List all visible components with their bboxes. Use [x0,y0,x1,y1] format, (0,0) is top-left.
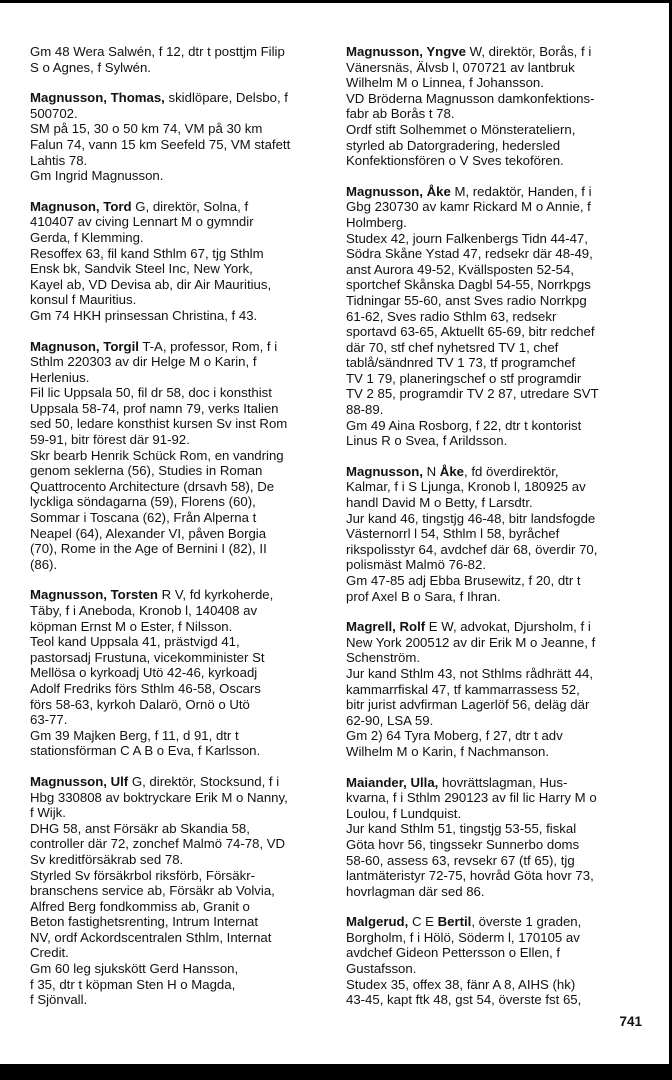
entry-line [30,790,330,806]
entry-line [30,526,330,542]
entry-line [30,277,330,293]
entry-text: f Sjönvall. [30,992,88,1008]
entry-text: R V, fd kyrkoherde, [157,587,274,603]
entry-line [346,386,646,402]
entry-line [346,650,646,666]
page-top-border [0,0,672,3]
entry-text: handl David M o Betty, f Larsdtr. [346,495,533,511]
entry-line [30,805,330,821]
entry-text: Gm 49 Aina Rosborg, f 22, dtr t kontorist [346,417,582,433]
entry-text: stationsförman C A B o Eva, f Karlsson. [30,743,261,759]
entry-text: Mellösa o kyrkoadj Utö 42-46, kyrkoadj [30,665,258,681]
entry-line [346,75,646,91]
entry-text: sportavd 63-65, Aktuellt 65-69, bitr redchef [346,324,595,340]
entry-line [30,90,330,106]
entry-line [346,418,646,434]
entry-text: Studex 35, offex 38, fänr A 8, AIHS (hk) [346,976,576,992]
entry-line [30,106,330,122]
entry-text: SM på 15, 30 o 50 km 74, VM på 30 km [30,121,263,137]
right-column [346,44,646,1023]
entry-text: prof Axel B o Sara, f Ihran. [346,588,501,604]
entry-line [30,494,330,510]
entry-text: fabr ab Borås t 78. [346,106,455,122]
entry-line [30,821,330,837]
entry-text: Gustafsson. [346,961,417,977]
entry-line [30,168,330,184]
entry-text: Credit. [30,945,69,961]
entry-text: 500702. [30,105,78,121]
bio-entry [346,775,646,900]
entry-text: Uppsala 58-74, prof namn 79, verks Italien [30,400,279,416]
entry-line [30,743,330,759]
entry-line [346,371,646,387]
entry-text: polismäst Malmö 76-82. [346,557,486,573]
entry-line [346,884,646,900]
entry-line [346,199,646,215]
entry-line [30,836,330,852]
entry-text: Ordf stift Solhemmet o Mönsterateliern, [346,121,576,137]
entry-line [30,961,330,977]
entry-line [30,510,330,526]
entry-name: Magnuson, Tord [30,198,132,214]
entry-line [346,557,646,573]
entry-text: TV 2 85, programdir TV 2 87, utredare SVT [346,386,599,402]
entry-line [346,589,646,605]
entry-name: Magnuson, Torgil [30,338,139,354]
entry-text: 58-60, assess 63, revsekr 67 (tf 65), tjg [346,852,575,868]
bio-entry [346,619,646,759]
entry-text: G, direktör, Stocksund, f i [128,773,280,789]
entry-text: Gm Ingrid Magnusson. [30,168,164,184]
entry-line [346,821,646,837]
entry-text: hovrlagman där sed 86. [346,883,485,899]
entry-line [30,619,330,635]
bio-entry [30,44,330,75]
entry-text: Styrled Sv försäkrbol riksförb, Försäkr- [30,867,255,883]
entry-text: Gm 60 leg sjukskött Gerd Hansson, [30,961,239,977]
entry-line [346,914,646,930]
entry-text: bitr jurist advfirman Lagerlöf 56, deläg där [346,697,590,713]
entry-line [346,682,646,698]
entry-line [346,464,646,480]
entry-line [30,930,330,946]
entry-text: Teol kand Uppsala 41, prästvigd 41, [30,634,240,650]
entry-line [346,542,646,558]
entry-line [30,914,330,930]
entry-text: branschens service ab, Försäkr ab Volvia, [30,883,275,899]
entry-line [30,681,330,697]
entry-line [30,557,330,573]
entry-text: DHG 58, anst Försäkr ab Skandia 58, [30,820,250,836]
entry-line [346,868,646,884]
entry-text: konsul f Mauritius. [30,292,137,308]
entry-line [30,541,330,557]
entry-text: tablå/sändnred TV 1 73, tf programchef [346,355,576,371]
entry-line [346,340,646,356]
entry-line [30,432,330,448]
entry-line [346,106,646,122]
entry-line [30,479,330,495]
entry-text: Tidningar 55-60, anst Sves radio Norrkpg [346,292,587,308]
entry-line [30,774,330,790]
entry-text: Täby, f i Aneboda, Kronob l, 140408 av [30,603,258,618]
entry-text: kammarrfiskal 47, tf kammarrassess 52, [346,681,580,697]
entry-text: Beton fastighetsrenting, Intrum Internat [30,914,258,930]
entry-line [30,448,330,464]
entry-name: Magnusson, [346,463,423,479]
entry-text: Konfektionsfören o V Sves tekofören. [346,153,564,169]
entry-text: Quattrocento Architecture (drsavh 58), De [30,478,275,494]
entry-text: Neapel (64), Alexander VI, påven Borgia [30,525,267,541]
entry-line [30,354,330,370]
entry-name: Magnusson, Torsten [30,587,158,603]
entry-line [346,775,646,791]
entry-name: Maiander, Ulla, [346,774,439,790]
entry-line [30,339,330,355]
entry-line [346,713,646,729]
entry-text: (86). [30,556,58,572]
entry-text: Jur kand Sthlm 51, tingstjg 53-55, fiskal [346,821,577,837]
entry-line [346,837,646,853]
entry-text: Hbg 330808 av boktryckare Erik M o Nanny, [30,789,288,805]
entry-text: Wilhelm M o Karin, f Nachmanson. [346,743,550,759]
entry-text: G, direktör, Solna, f [131,198,249,214]
entry-line [346,262,646,278]
entry-line [346,728,646,744]
entry-text: Lahtis 78. [30,152,88,168]
entry-text: Sommar i Toscana (62), Från Alperna t [30,510,257,526]
entry-line [30,230,330,246]
entry-line [346,122,646,138]
entry-text: Kalmar, f i S Ljunga, Kronob l, 180925 av [346,479,586,495]
entry-line [346,635,646,651]
entry-text: 63-77. [30,712,68,728]
entry-text: pastorsadj Frustuna, vicekomminister St [30,649,265,665]
entry-name: Magnusson, Åke [346,183,451,199]
entry-line [30,728,330,744]
entry-name: Magnusson, Thomas, [30,90,165,106]
entry-text: kvarna, f i Sthlm 290123 av fil lic Harry M o [346,790,597,806]
entry-line [30,261,330,277]
entry-line [30,463,330,479]
entry-line [346,293,646,309]
entry-line [346,433,646,449]
entry-text: Holmberg. [346,214,407,230]
entry-text: Vänersnäs, Älvsb l, 070721 av lantbruk [346,59,575,75]
entry-line [30,246,330,262]
entry-line [346,806,646,822]
entry-text: Alfred Berg fondkommiss ab, Granit o [30,898,250,914]
entry-text: Gm 2) 64 Tyra Moberg, f 27, dtr t adv [346,728,563,744]
entry-line [346,930,646,946]
entry-line [346,153,646,169]
entry-line [30,308,330,324]
entry-text: E W, advokat, Djursholm, f i [425,619,591,635]
entry-line [30,992,330,1008]
entry-text: lyckliga söndagarna (59), Florens (60), [30,494,256,510]
entry-text: Gerda, f Klemming. [30,229,144,245]
entry-line [346,402,646,418]
entry-line [30,44,330,60]
entry-text: där 70, stf chef nyhetsred TV 1, chef [346,339,559,355]
entry-text: Resoffex 63, fil kand Sthlm 67, tjg Sthlm [30,245,264,261]
entry-line [346,977,646,993]
entry-text: Fil lic Uppsala 50, fil dr 58, doc i konsthist [30,385,272,401]
entry-line [30,370,330,386]
entry-line [346,573,646,589]
entry-line [346,853,646,869]
entry-text: Loulou, f Lundquist. [346,805,462,821]
entry-text: Borgholm, f i Hölö, Söderm l, 170105 av [346,929,580,945]
entry-line [30,945,330,961]
entry-line [346,324,646,340]
entry-line [346,355,646,371]
entry-text: 62-90, LSA 59. [346,712,434,728]
entry-text: S o Agnes, f Sylwén. [30,59,151,75]
bio-entry [30,587,330,759]
entry-line [30,385,330,401]
entry-line [30,868,330,884]
entry-text: Gbg 230730 av kamr Rickard M o Annie, f [346,199,591,215]
entry-text: f Wijk. [30,805,66,821]
entry-line [30,650,330,666]
entry-text: Herlenius. [30,369,90,385]
entry-text: Jur kand 46, tingstjg 46-48, bitr landsfogde [346,510,596,526]
entry-text: Södra Skåne Ystad 47, redsekr där 48-49, [346,246,593,262]
bio-entry [30,774,330,1008]
entry-text: Ensk bk, Sandvik Steel Inc, New York, [30,261,253,277]
bio-entry [346,184,646,449]
entry-text: Kayel ab, VD Devisa ab, dir Air Mauritius, [30,276,272,292]
page-number: 741 [619,1014,642,1029]
entry-line [346,184,646,200]
entry-text: controller där 72, zonchef Malmö 74-78, VD [30,836,286,852]
entry-text: Studex 42, journ Falkenbergs Tidn 44-47, [346,230,588,246]
bio-entry [346,44,646,169]
entry-line [346,246,646,262]
entry-text: , överste 1 graden, [471,914,582,930]
bio-entry [346,914,646,1008]
entry-text: köpman Ernst M o Ester, f Nilsson. [30,618,233,634]
entry-text: Linus R o Svea, f Arildsson. [346,433,508,449]
entry-text: Gm 39 Majken Berg, f 11, d 91, dtr t [30,727,239,743]
entry-line [30,634,330,650]
entry-text: 61-62, Sves radio Sthlm 63, redsekr [346,308,557,324]
entry-line [346,666,646,682]
entry-line [30,214,330,230]
entry-line [346,277,646,293]
entry-line [30,587,330,603]
entry-line [30,603,330,619]
entry-name: Magrell, Rolf [346,619,426,635]
entry-text: Falun 74, vann 15 km Seefeld 75, VM stafett [30,136,291,152]
entry-line [30,137,330,153]
entry-line [346,215,646,231]
entry-name: Magnusson, Yngve [346,44,466,59]
entry-text: 59-91, bitr förest där 91-92. [30,432,190,448]
entry-text: (70), Rome in the Age of Bernini I (82), II [30,541,267,557]
entry-text: styrled ab Datorgradering, hedersled [346,137,561,153]
entry-text: Schenström. [346,650,421,666]
entry-text: f 35, dtr t köpman Sten H o Magda, [30,976,236,992]
entry-line [346,511,646,527]
entry-line [30,899,330,915]
entry-line [346,744,646,760]
entry-line [346,961,646,977]
entry-name: Bertil [437,914,472,930]
entry-line [346,60,646,76]
entry-text: Jur kand Sthlm 43, not Sthlms rådhrätt 44, [346,665,594,681]
entry-text: anst Aurora 49-52, Kvällsposten 52-54, [346,261,574,277]
entry-line [30,697,330,713]
entry-text: 88-89. [346,402,384,418]
entry-line [30,153,330,169]
entry-text: Sthlm 220303 av dir Helge M o Karin, f [30,354,257,370]
entry-line [30,852,330,868]
entry-line [346,309,646,325]
entry-line [346,495,646,511]
entry-line [30,292,330,308]
entry-text: rikspolisstyr 64, avdchef där 68, överdir 70, [346,541,598,557]
entry-line [30,416,330,432]
entry-text: sportchef Skånska Dagbl 54-55, Norrkpgs [346,277,591,293]
entry-name: Magnusson, Ulf [30,773,129,789]
entry-text: M, redaktör, Handen, f i [450,183,592,199]
entry-line [346,231,646,247]
entry-line [30,712,330,728]
entry-line [346,91,646,107]
entry-text: förs 58-63, kyrkoh Dalarö, Ornö o Utö [30,696,250,712]
entry-text: sed 50, ledare konsthist kursen Sv inst Rom [30,416,288,432]
bio-entry [346,464,646,604]
left-column [30,44,330,1023]
entry-line [346,697,646,713]
entry-line [30,977,330,993]
entry-line [30,665,330,681]
entry-text: NV, ordf Ackordscentralen Sthlm, Internat [30,929,272,945]
entry-text: hovrättslagman, Hus- [438,774,568,790]
entry-text: C E [408,914,438,930]
entry-line [346,992,646,1008]
entry-line [30,60,330,76]
entry-text: Gm 47-85 adj Ebba Brusewitz, f 20, dtr t [346,573,581,588]
entry-text: Sv kreditförsäkrab sed 78. [30,851,184,867]
entry-text: avdchef Gideon Pettersson o Ellen, f [346,945,561,961]
entry-text: Gm 74 HKH prinsessan Christina, f 43. [30,307,258,323]
entry-text: skidlöpare, Delsbo, f [164,90,288,106]
entry-line [346,619,646,635]
entry-line [346,44,646,60]
entry-text: Gm 48 Wera Salwén, f 12, dtr t posttjm Filip [30,44,285,59]
entry-line [346,479,646,495]
page-bottom-border [0,1064,672,1080]
entry-text: N [422,463,440,479]
entry-text: Adolf Fredriks förs Sthlm 46-58, Oscars [30,680,261,696]
entry-text: genom seklerna (56), Studies in Roman [30,463,263,479]
bio-entry [30,199,330,324]
entry-line [30,401,330,417]
entry-line [30,199,330,215]
entry-name: Malgerud, [346,914,409,930]
entry-text: W, direktör, Borås, f i [465,44,592,59]
entry-text: Västernorrl l 54, Sthlm l 58, byråchef [346,526,560,542]
entry-text: lantmäteristyr 72-75, hovråd Göta hovr 73, [346,868,594,884]
entry-line [346,526,646,542]
entry-text: 43-45, kapt ftk 48, gst 54, överste fst 65, [346,992,582,1008]
entry-text: VD Bröderna Magnusson damkonfektions- [346,90,595,106]
entry-text: , fd överdirektör, [464,463,559,479]
entry-text: Göta hovr 56, tingssekr Sunnerbo doms [346,836,580,852]
entry-name: Åke [439,463,464,479]
entry-text: 410407 av civing Lennart M o gymndir [30,214,254,230]
entry-text: Wilhelm M o Linnea, f Johansson. [346,75,544,91]
entry-line [30,883,330,899]
bio-entry [30,90,330,184]
entry-text: TV 1 79, planeringschef o stf programdir [346,370,582,386]
entry-text: New York 200512 av dir Erik M o Jeanne, f [346,634,596,650]
entry-line [346,790,646,806]
entry-line [346,945,646,961]
entry-text: T-A, professor, Rom, f i [138,338,278,354]
entry-text: Skr bearb Henrik Schück Rom, en vandring [30,447,284,463]
entry-line [346,138,646,154]
entry-line [30,121,330,137]
bio-entry [30,339,330,573]
